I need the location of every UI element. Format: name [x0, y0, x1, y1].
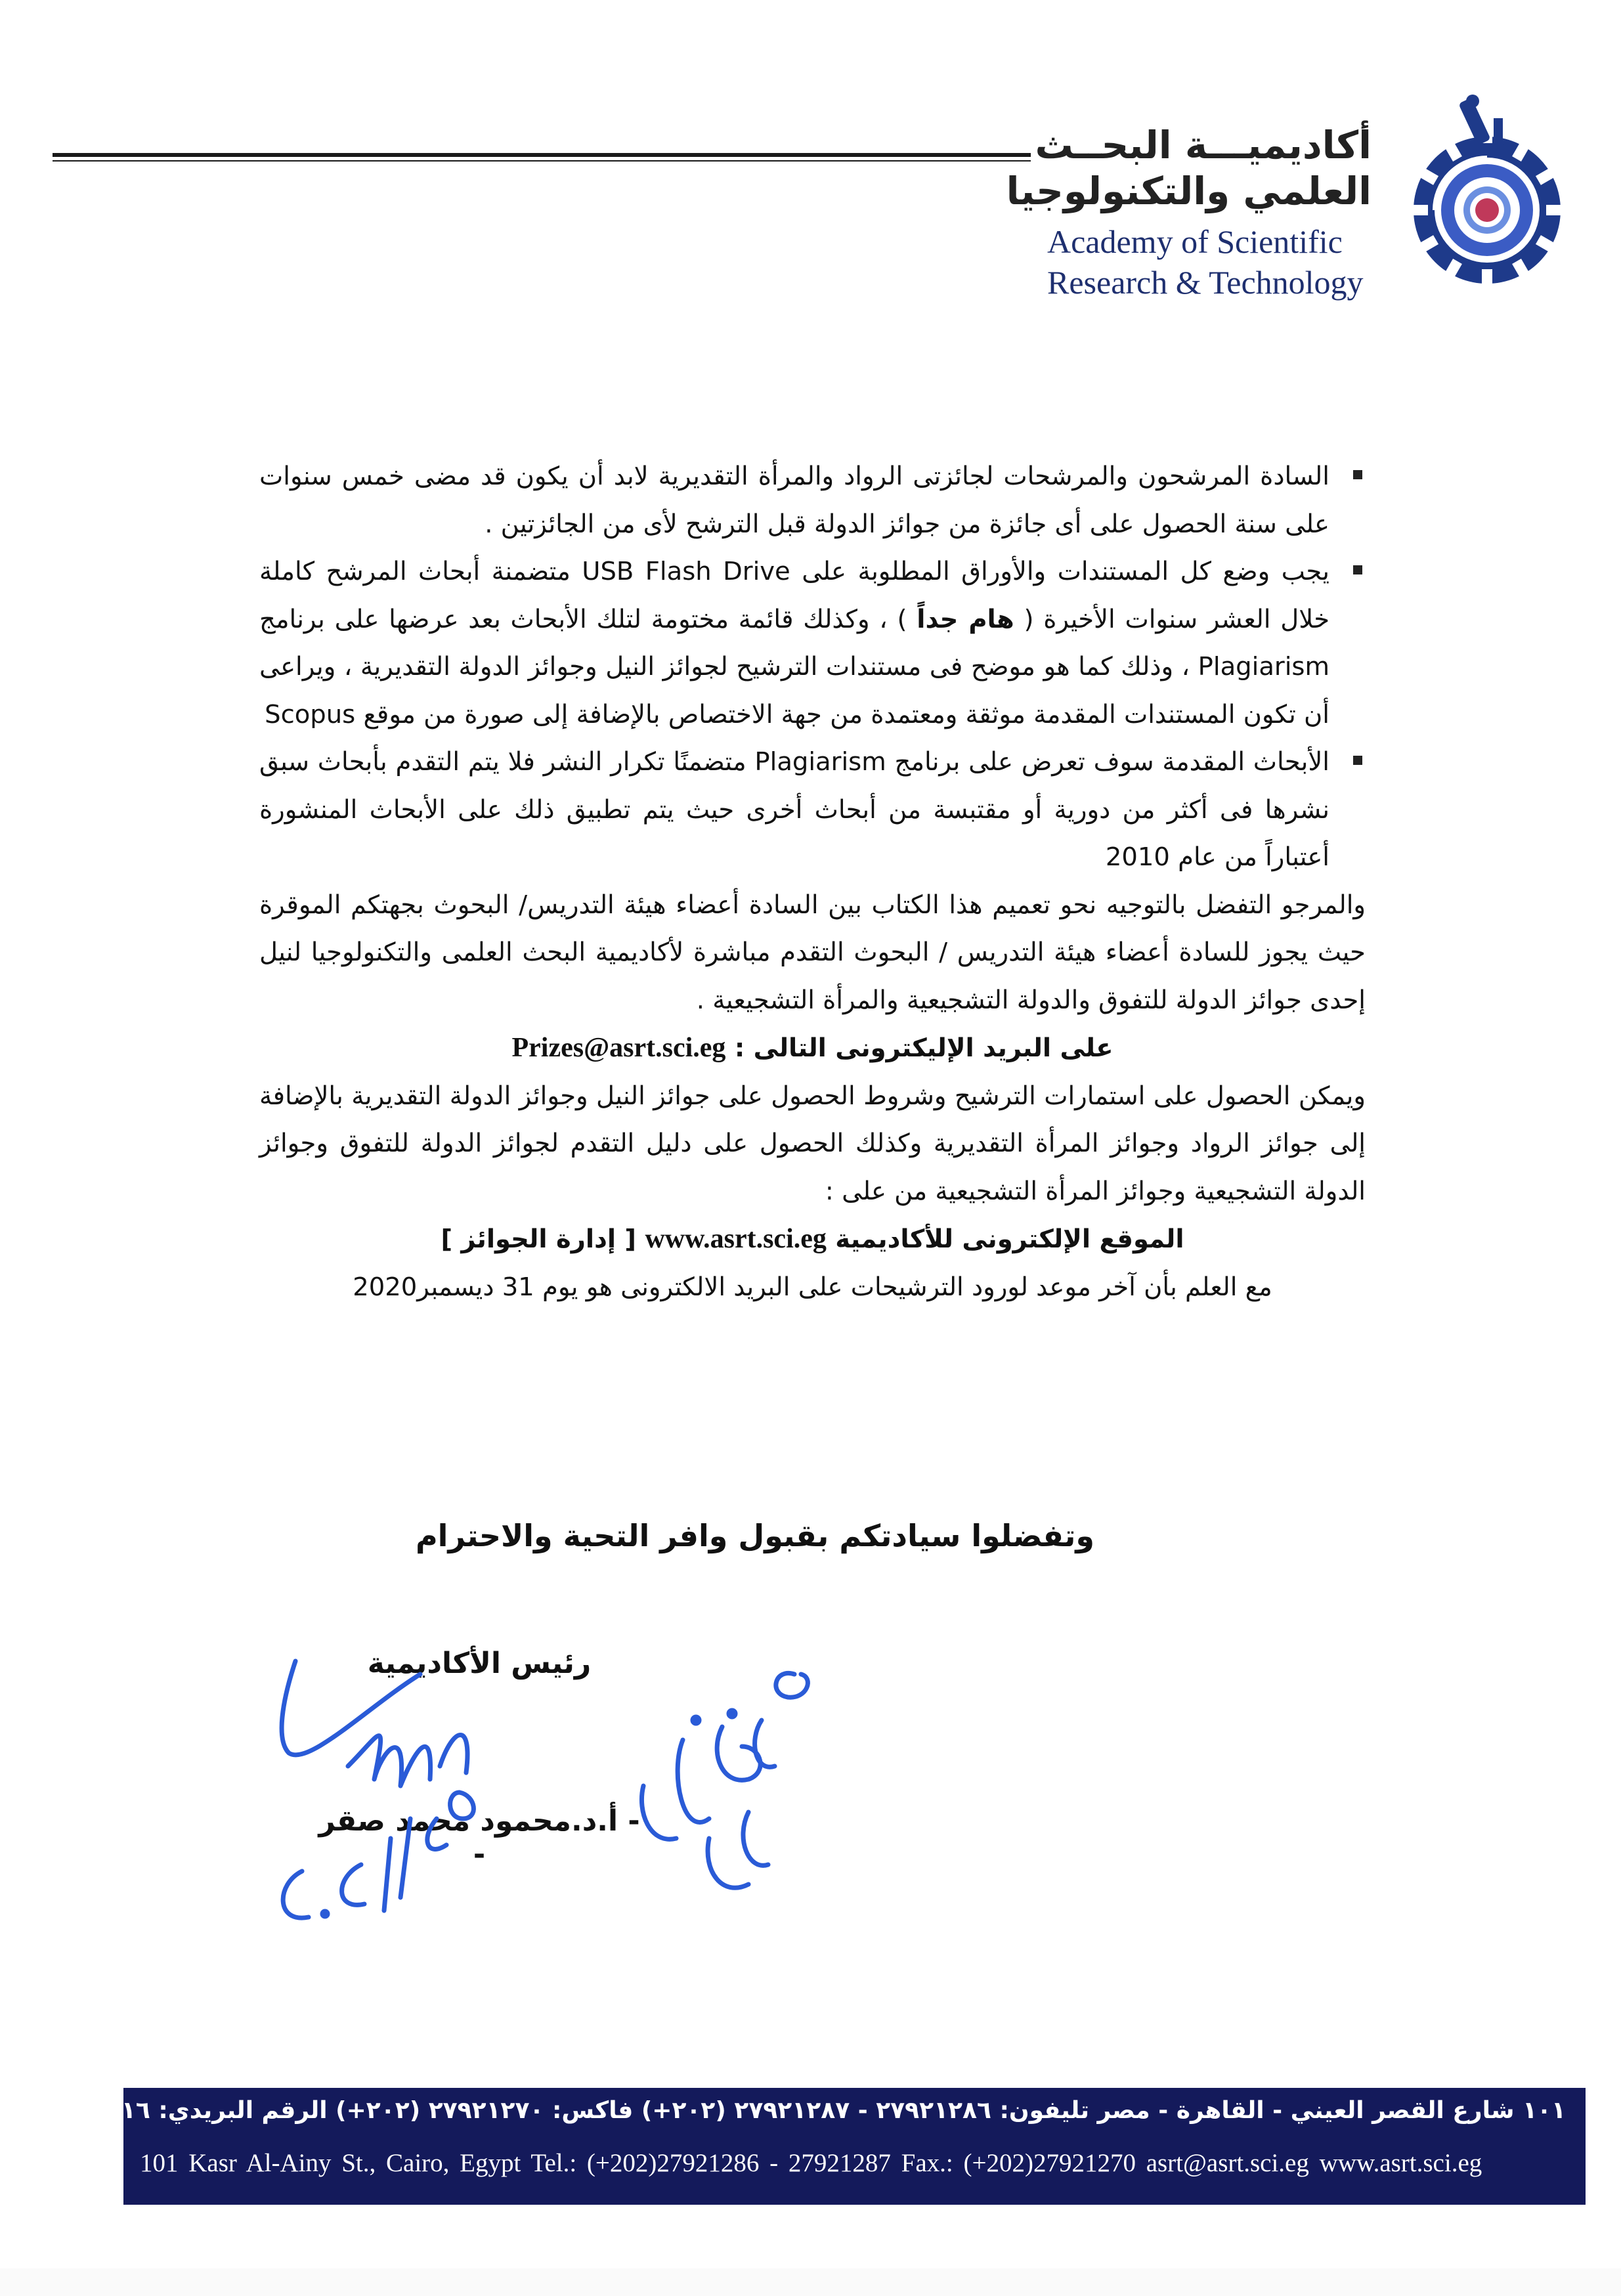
header-rule [53, 153, 1031, 157]
handwritten-signature-icon [249, 1622, 906, 1963]
bullet-text: يجب وضع كل المستندات والأوراق المطلوبة على [790, 557, 1329, 586]
email-label: على البريد الإليكترونى التالى : [734, 1033, 1113, 1063]
bullet-text: ، وذلك كما هو موضح فى مستندات الترشيح لجوائز النيل وجوائز الدولة التقديرية ، ويراعى أن تكون المستندات المقدمة موثقة ومعتمدة من جهة الاختصاص بالإضافة إلى صورة من موقع [259, 652, 1329, 729]
footer-bar [77, 2088, 1586, 2205]
bullet-text: متضمنًا تكرار النشر فلا يتم التقدم بأبحاث سبق نشرها فى أكثر من دورية أو مقتبسة من أبحاث أخرى حيث يتم تطبيق ذلك على الأبحاث المنشورة أعتباراً من عام 2010 [259, 747, 1329, 872]
usb-term: USB Flash Drive [582, 557, 790, 586]
paragraph: والمرجو التفضل بالتوجيه نحو تعميم هذا الكتاب بين السادة أعضاء هيئة التدريس/ البحوث بجهتكم الموقرة حيث يجوز للسادة أعضاء هيئة التدريس / البحوث التقدم مباشرة لأكاديمية البحث العلمى والتكنولوجيا لنيل إحدى جوائز الدولة للتفوق والدولة التشجيعية والمرأة التشجيعية . [259, 890, 1366, 1015]
signer-name: - أ.د.محمود محمد صقر - [318, 1804, 640, 1871]
square-bullet-icon [1353, 470, 1362, 479]
org-name-english-line2: Research & Technology [1047, 264, 1364, 301]
org-name-english-line1: Academy of Scientific [1047, 223, 1343, 260]
website-link[interactable]: www.asrt.sci.eg [645, 1224, 827, 1254]
salutation: وتفضلوا سيادتكم بقبول وافر التحية والاحترام [415, 1518, 1095, 1553]
scopus-term: Scopus [265, 699, 356, 729]
email-link[interactable]: Prizes@asrt.sci.eg [511, 1033, 726, 1063]
org-name-arabic-line1: أكاديميـــة البحــث [1035, 123, 1372, 167]
website-line [259, 1215, 1366, 1264]
signer-title: رئيس الأكاديمية [367, 1647, 592, 1680]
website-label: الموقع الإلكترونى للأكاديمية [835, 1224, 1184, 1254]
scan-edge [0, 2268, 1621, 2296]
plagiarism-term: Plagiarism [754, 747, 886, 777]
website-suffix: [ إدارة الجوائز ] [441, 1224, 637, 1254]
letter-body [259, 453, 1366, 1311]
deadline-line: مع العلم بأن آخر موعد لورود الترشيحات على البريد الالكترونى هو يوم 31 ديسمبر2020 [353, 1272, 1272, 1302]
bullet-text: السادة المرشحون والمرشحات لجائزتى الرواد والمرأة التقديرية لابد أن يكون قد مضى خمس سنوات على سنة الحصول على أى جائزة من جوائز الدولة قبل الترشح لأى من الجائزتين . [259, 462, 1329, 539]
list-item [259, 739, 1366, 882]
plagiarism-term: Plagiarism [1198, 652, 1329, 682]
bullet-text: ) ، وكذلك قائمة مختومة لتلك الأبحاث بعد عرضها على برنامج [259, 604, 917, 634]
footer-address-arabic: ١٠١ شارع القصر العيني - القاهرة - مصر تليفون: ٢٧٩٢١٢٨٦ - ٢٧٩٢١٢٨٧ (٢٠٢+) فاكس: ٢٧٩٢١٢٧٠ (٢٠٢+) الرقم البريدي: ١١٥١٦ [77, 2097, 1566, 2124]
square-bullet-icon [1353, 565, 1362, 574]
bullet-text: الأبحاث المقدمة سوف تعرض على برنامج [886, 747, 1329, 777]
org-name-arabic-line2: العلمي والتكنولوجيا [1006, 169, 1372, 213]
emphasis-text: هام جداً [917, 604, 1014, 634]
paragraph: ويمكن الحصول على استمارات الترشيح وشروط الحصول على جوائز النيل وجوائز الدولة التقديرية بالإضافة إلى جوائز الرواد وجوائز المرأة التقديرية وكذلك الحصول على دليل التقدم لجوائز الدولة للتفوق وجوائز الدولة التشجيعية وجوائز المرأة التشجيعية من على : [259, 1081, 1366, 1206]
email-line [259, 1024, 1366, 1073]
academy-emblem-icon [1395, 92, 1579, 302]
footer-address-english: 101 Kasr Al-Ainy St., Cairo, Egypt Tel.: (+202)27921286 - 27921287 Fax.: (+202)27921270 asrt@asrt.sci.eg www.asrt.sci.eg [140, 2149, 1482, 2177]
header-rule-thin [53, 160, 1031, 162]
bullet-text: متضمنة أبحاث المرشح كاملة خلال العشر سنوات الأخيرة ( [259, 557, 1329, 634]
list-item [259, 453, 1366, 548]
square-bullet-icon [1353, 756, 1362, 765]
list-item [259, 548, 1366, 739]
